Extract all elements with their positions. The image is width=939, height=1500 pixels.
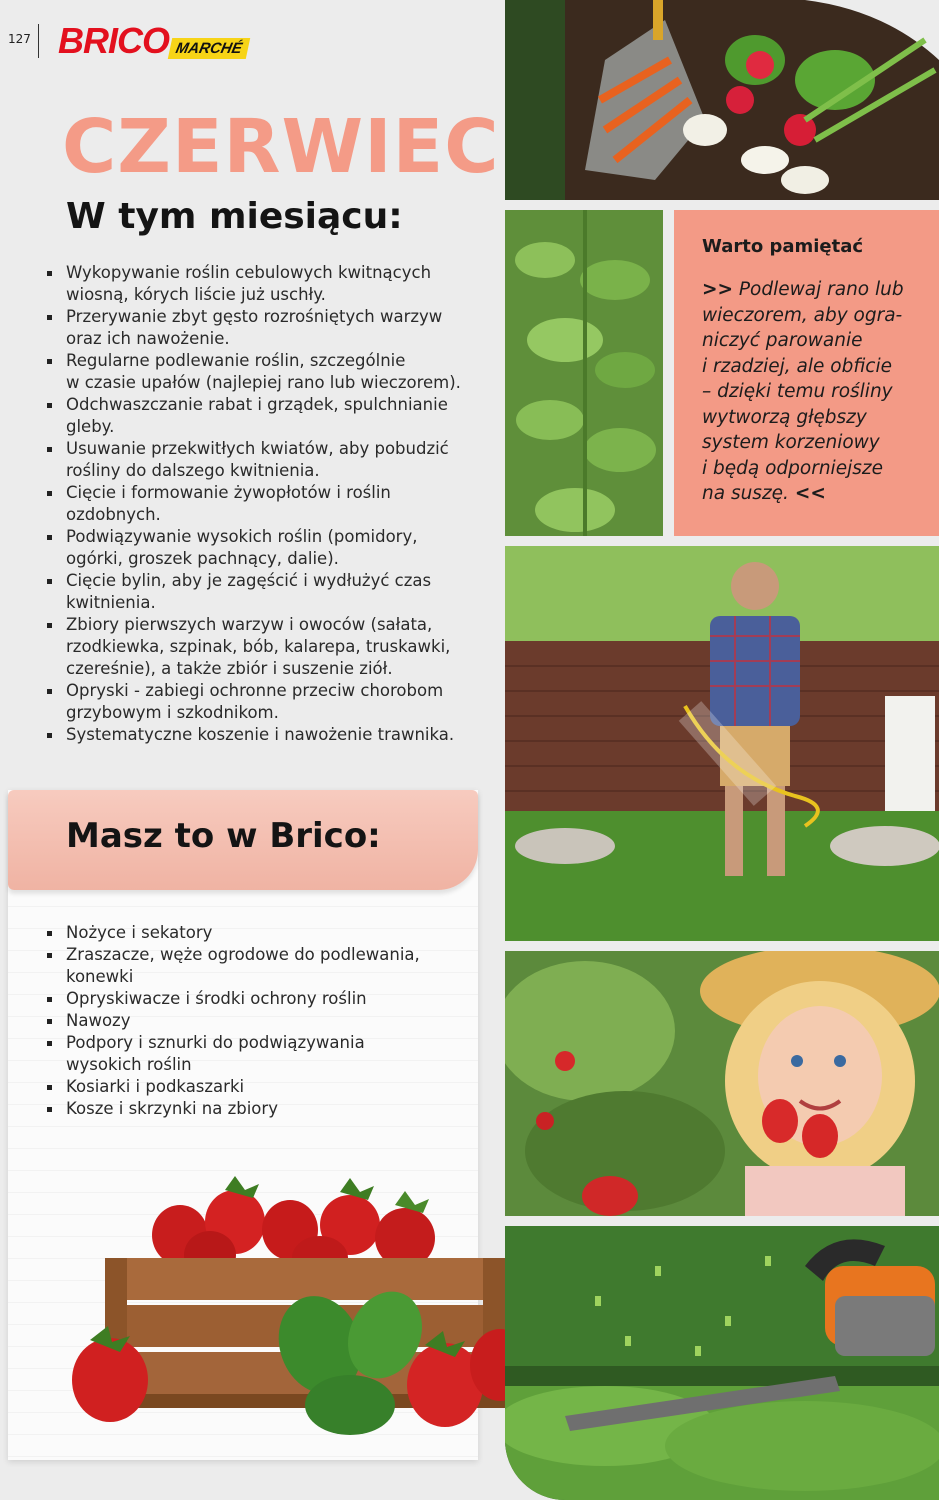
month-title: CZERWIEC [62, 104, 500, 190]
task-item: Odchwaszczanie rabat i grządek, spulchnianie gleby. [44, 394, 504, 438]
products-list [44, 922, 464, 1120]
product-item: Kosiarki i podkaszarki [44, 1076, 464, 1098]
task-item: Zbiory pierwszych warzyw i owoców (sałata, rzodkiewka, szpinak, bób, kalarepa, truskawki, czereśnie), a także zbiór i suszenie ziół. [44, 614, 504, 680]
product-item: Opryskiwacze i środki ochrony roślin [44, 988, 464, 1010]
page-number: 127 [8, 32, 31, 46]
task-item: Wykopywanie roślin cebulowych kwitnących wiosną, kórych liście już uschły. [44, 262, 504, 306]
photo-basil-plant [505, 210, 663, 536]
task-item: Przerywanie zbyt gęsto rozrośniętych warzyw oraz ich nawożenie. [44, 306, 504, 350]
tip-title: Warto pamiętać [702, 236, 864, 257]
product-item: Kosze i skrzynki na zbiory [44, 1098, 464, 1120]
brico-logo [58, 18, 258, 66]
tip-close-marker: << [794, 483, 826, 504]
strawberry-leaves [265, 1279, 435, 1435]
task-item: Cięcie bylin, aby je zagęścić i wydłużyć czas kwitnienia. [44, 570, 504, 614]
notepad-header [8, 790, 478, 890]
photo-radishes-soil [505, 0, 939, 200]
task-item: Podwiązywanie wysokich roślin (pomidory, ogórki, groszek pachnący, dalie). [44, 526, 504, 570]
photo-child-eating-strawberry [505, 951, 939, 1216]
task-item: Regularne podlewanie roślin, szczególnie w czasie upałów (najlepiej rano lub wieczorem). [44, 350, 504, 394]
product-item: Zraszacze, węże ogrodowe do podlewania, konewki [44, 944, 464, 988]
task-item: Cięcie i formowanie żywopłotów i roślin ozdobnych. [44, 482, 504, 526]
product-item: Podpory i sznurki do podwiązywania wysokich roślin [44, 1032, 464, 1076]
logo-brico-text: BRICO [58, 20, 169, 61]
products-title: Masz to w Brico: [66, 816, 381, 856]
tasks-list [44, 262, 504, 746]
photo-man-watering-garden [505, 546, 939, 941]
task-item: Usuwanie przekwitłych kwiatów, aby pobudzić rośliny do dalszego kwitnienia. [44, 438, 504, 482]
tip-open-marker: >> [702, 279, 734, 300]
strawberry-crate-image [50, 1160, 520, 1460]
tip-text: >> Podlewaj rano lub wieczorem, aby ogra- niczyć parowanie i rzadziej, ale obficie – dzięki temu rośliny wytworzą głębszy system korzeniowy i będą odporniejsze na suszę. << [702, 279, 904, 504]
task-item: Opryski - zabiegi ochronne przeciw chorobom grzybowym i szkodnikom. [44, 680, 504, 724]
logo-marche-text: MARCHÉ [168, 38, 250, 59]
product-item: Nożyce i sekatory [44, 922, 464, 944]
product-item: Nawozy [44, 1010, 464, 1032]
tasks-title: W tym miesiącu: [66, 196, 403, 237]
tip-box [674, 210, 939, 536]
task-item: Systematyczne koszenie i nawożenie trawnika. [44, 724, 504, 746]
header-divider [38, 24, 39, 58]
photo-hedge-trimmer [505, 1226, 939, 1500]
